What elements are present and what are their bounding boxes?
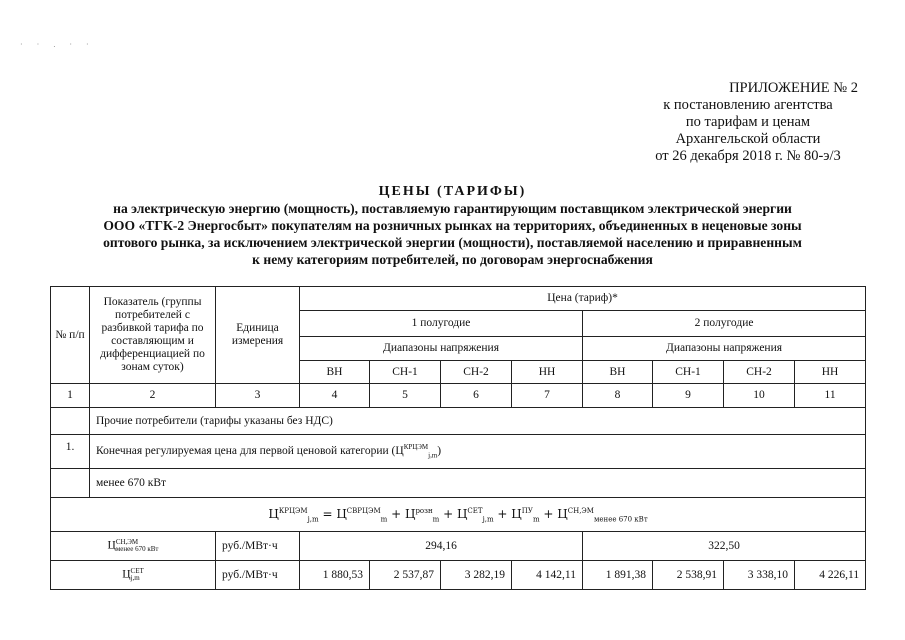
voltage-header: НН — [512, 361, 583, 384]
scan-noise: · · . · · — [20, 40, 95, 49]
column-number: 1 — [51, 384, 90, 408]
voltage-header: СН-2 — [441, 361, 512, 384]
row1-number: 1. — [51, 435, 90, 469]
set-value: 3 338,10 — [724, 561, 795, 590]
formula: $Ц^{КРЦЭМ}_{j,m} = Ц^{СВРЦЭМ}_m + Ц^{розн}_m + Ц^{СЕТ}_{j,m} + Ц^{ПУ}_m + Ц^{СН,ЭМ}_{менее 670 кВт}$ — [268, 506, 648, 523]
appendix-line: по тарифам и ценам — [685, 114, 811, 130]
tariff-table — [50, 286, 866, 590]
set-value: 3 282,19 — [441, 561, 512, 590]
heading-line: ООО «ТГК-2 Энергосбыт» покупателям на розничных рынках на территориях, объединенных в неценовые зоны — [103, 218, 802, 233]
appendix-title: ПРИЛОЖЕНИЕ № 2 — [729, 80, 858, 96]
appendix-line: к постановлению агентства — [663, 97, 833, 113]
voltage-header: ВН — [583, 361, 653, 384]
column-number: 8 — [583, 384, 653, 408]
sn-half1-value: 294,16 — [300, 532, 583, 561]
set-value: 4 226,11 — [795, 561, 866, 590]
document-heading — [40, 183, 865, 268]
header-price: Цена (тариф)* — [300, 287, 866, 311]
column-number: 4 — [300, 384, 370, 408]
voltage-header: ВН — [300, 361, 370, 384]
column-number: 5 — [370, 384, 441, 408]
header-indicator: Показатель (группы потребителей с разбивкой тарифа по составляющим и дифференциацией по зонам суток) — [90, 287, 216, 384]
appendix-line: от 26 декабря 2018 г. № 80-э/3 — [655, 148, 841, 164]
row1-description: Конечная регулируемая цена для первой ценовой категории $(Ц^{КРЦЭМ}_{j,m})$ — [90, 435, 866, 469]
sn-label-cell: ЦСН,ЭМ менее 670 кВт — [51, 532, 216, 561]
formula-row — [51, 498, 866, 532]
empty-cell — [51, 408, 90, 435]
column-number: 11 — [795, 384, 866, 408]
header-half-1: 1 полугодие — [300, 311, 583, 337]
column-number: 7 — [512, 384, 583, 408]
set-value: 2 538,91 — [653, 561, 724, 590]
column-number: 6 — [441, 384, 512, 408]
set-label-cell: ЦСЕТ j,m — [51, 561, 216, 590]
set-value: 2 537,87 — [370, 561, 441, 590]
header-num: № п/п — [51, 287, 90, 384]
empty-cell — [51, 469, 90, 498]
other-consumers-label: Прочие потребители (тарифы указаны без НДС) — [90, 408, 866, 435]
set-value: 1 891,38 — [583, 561, 653, 590]
set-value: 1 880,53 — [300, 561, 370, 590]
voltage-header: СН-1 — [653, 361, 724, 384]
less-670-label: менее 670 кВт — [90, 469, 866, 498]
heading-line: оптового рынка, за исключением электрической энергии (мощности), поставляемой населению и приравненным — [103, 235, 802, 250]
voltage-header: СН-2 — [724, 361, 795, 384]
row1-sup: КРЦЭМ — [403, 443, 429, 452]
header-unit: Единица измерения — [216, 287, 300, 384]
column-number: 10 — [724, 384, 795, 408]
row1-text: Конечная регулируемая цена для первой ценовой категории (Ц — [96, 445, 404, 457]
appendix-block — [638, 80, 858, 165]
column-number: 3 — [216, 384, 300, 408]
heading-line: на электрическую энергию (мощность), поставляемую гарантирующим поставщиком электрической энергии — [113, 201, 792, 216]
document-title: ЦЕНЫ (ТАРИФЫ) — [378, 184, 527, 199]
set-value: 4 142,11 — [512, 561, 583, 590]
voltage-header: СН-1 — [370, 361, 441, 384]
header-ranges-2: Диапазоны напряжения — [583, 337, 866, 361]
voltage-header: НН — [795, 361, 866, 384]
appendix-line: Архангельской области — [675, 131, 821, 147]
column-number: 2 — [90, 384, 216, 408]
row1-sub: j,m — [428, 451, 438, 460]
column-number: 9 — [653, 384, 724, 408]
set-unit: руб./МВт·ч — [216, 561, 300, 590]
sn-half2-value: 322,50 — [583, 532, 866, 561]
sn-unit: руб./МВт·ч — [216, 532, 300, 561]
heading-line: к нему категориям потребителей, по договорам энергоснабжения — [252, 252, 653, 267]
header-half-2: 2 полугодие — [583, 311, 866, 337]
header-ranges-1: Диапазоны напряжения — [300, 337, 583, 361]
